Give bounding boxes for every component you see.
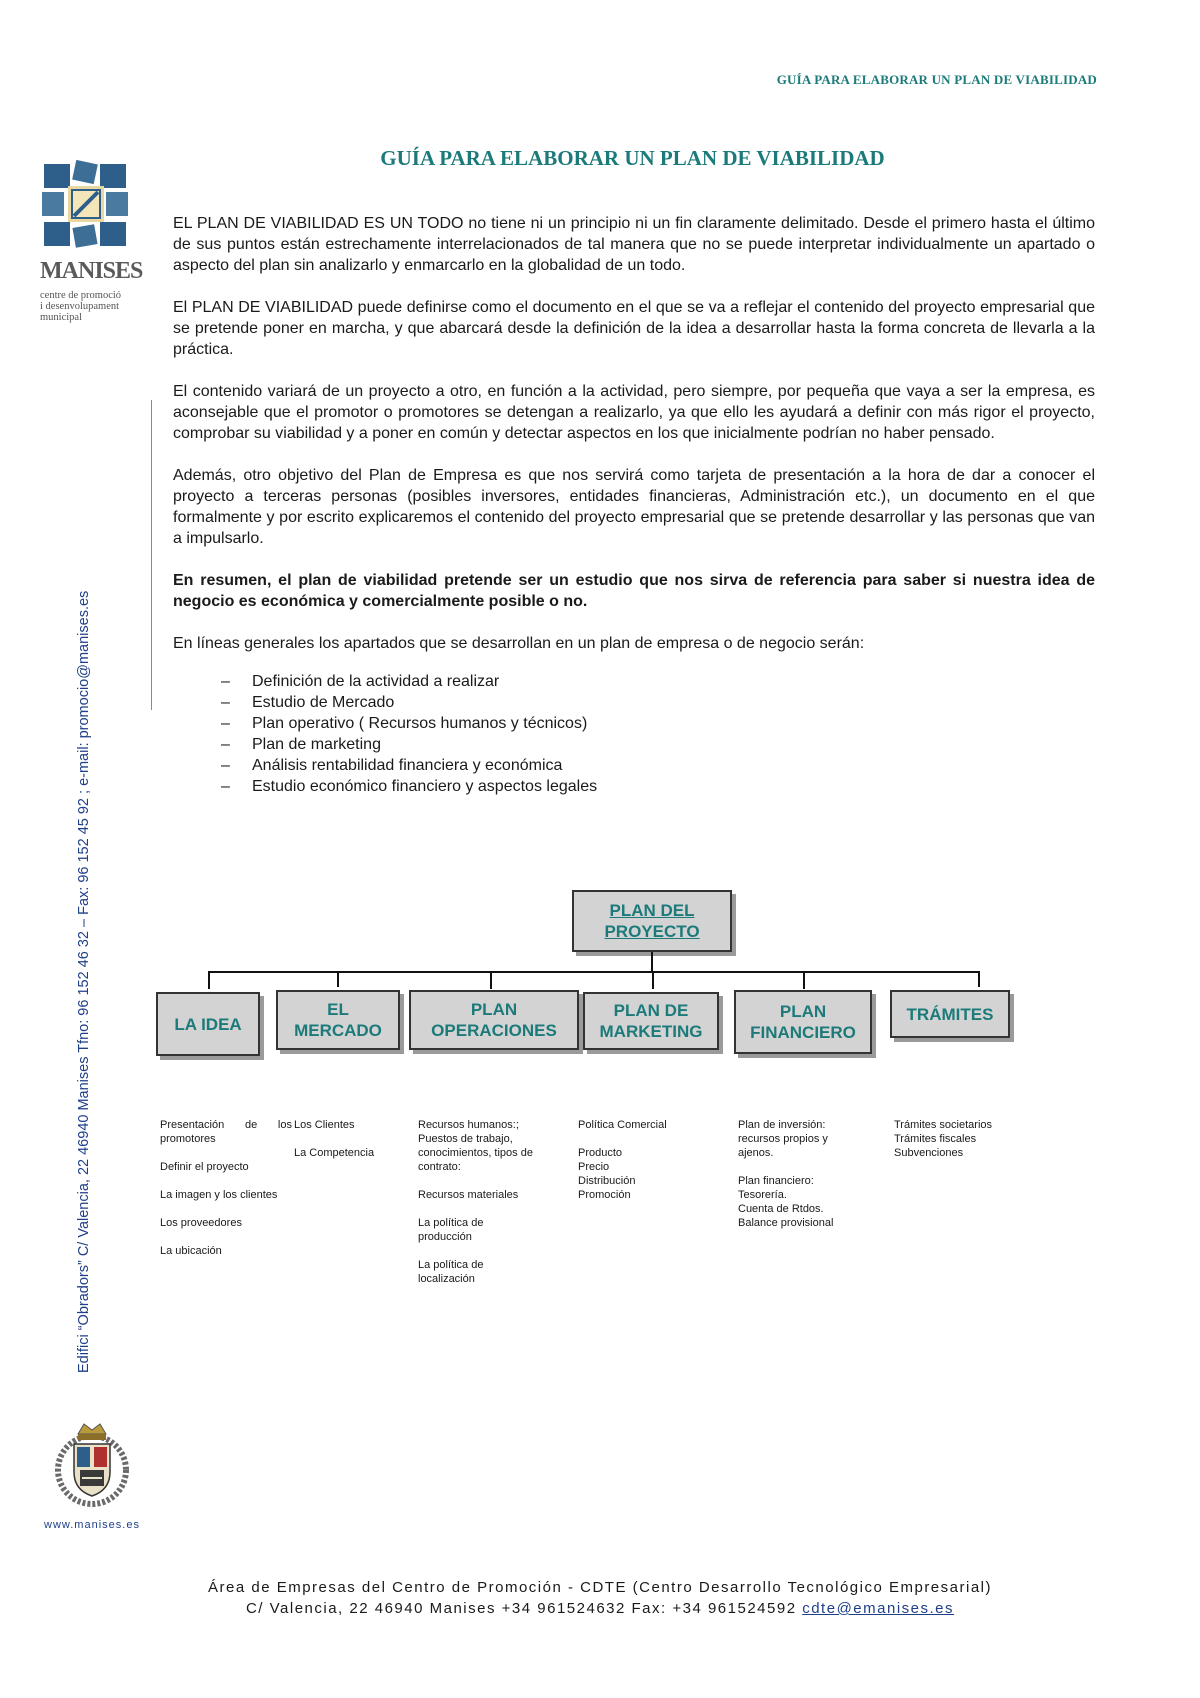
list-item: – Plan operativo ( Recursos humanos y técnicos): [173, 713, 1095, 734]
logo-subtitle-line: i desenvolupament: [40, 301, 120, 312]
sidebar-contact: Edifici “Obradors” C/ Valencia, 22 46940 Manises Tfno: 96 152 46 32 – Fax: 96 152 45 92 ; e-mail: promocio@manises.es: [76, 590, 92, 1373]
org-root-box: [572, 890, 732, 952]
detail-text: Plan financiero:: [738, 1175, 814, 1187]
manises-logo: [40, 160, 143, 323]
connector: [208, 971, 978, 973]
detail-text: Tesorería.: [738, 1189, 787, 1201]
detail-text: Balance provisional: [738, 1217, 834, 1229]
org-box-label: PLAN DE: [613, 1001, 689, 1020]
detail-text: Trámites societarios: [894, 1119, 993, 1131]
logo-mark-icon: [40, 160, 130, 250]
detail-text: Los Clientes: [294, 1119, 355, 1131]
org-box-label: LA IDEA: [174, 1014, 242, 1034]
detail-text: Plan de inversión: recursos propios y ajenos.: [738, 1119, 828, 1159]
connector: [337, 971, 339, 987]
detail-text: Política Comercial: [578, 1119, 667, 1131]
detail-text: Cuenta de Rtdos.: [738, 1203, 824, 1215]
org-box-label: PLAN: [470, 1000, 518, 1019]
detail-text: Distribución: [578, 1175, 636, 1187]
details-plan-de-marketing: [578, 1118, 698, 1202]
detail-text: Recursos materiales: [418, 1189, 519, 1201]
website-link[interactable]: www.manises.es: [44, 1519, 140, 1531]
org-box-tramites: [890, 990, 1010, 1038]
detail-text: Los proveedores: [160, 1217, 242, 1229]
detail-text: La política de localización: [418, 1259, 484, 1285]
org-box-el-mercado: [276, 990, 400, 1050]
details-la-idea: [160, 1118, 292, 1272]
footer-line: Área de Empresas del Centro de Promoción - CDTE (Centro Desarrollo Tecnológico Empresarial): [208, 1579, 992, 1596]
detail-text: Recursos humanos:; Puestos de trabajo, conocimientos, tipos de contrato:: [418, 1119, 533, 1173]
detail-text: Presentación de los promotores: [160, 1119, 292, 1145]
org-box-label: EL: [327, 1000, 349, 1019]
connector: [490, 971, 492, 989]
page-title: GUÍA PARA ELABORAR UN PLAN DE VIABILIDAD: [380, 146, 885, 170]
details-el-mercado: [294, 1118, 404, 1174]
document-body: [173, 213, 1095, 797]
svg-text:MANISES: MANISES: [40, 258, 143, 284]
connector: [978, 971, 980, 987]
details-plan-financiero: [738, 1118, 852, 1230]
manises-seal: [44, 1420, 140, 1531]
paragraph: El contenido variará de un proyecto a otro, en función a la actividad, pero siempre, por pequeña que vaya a ser la empresa, es aconsejable que el promotor o promotores se detengan a realizarlo, ya que ello les ayudará a definir con más rigor el proyecto, comprobar su viabilidad y a poner en común y detectar aspectos en los que inicialmente podrían no haber pensado.: [173, 383, 1095, 442]
paragraph: EL PLAN DE VIABILIDAD ES UN TODO no tiene ni un principio ni un fin claramente delimitado. Desde el primero hasta el último de sus puntos están estrechamente interrelacionados de tal manera que no se puede interpretar individualmente un apartado o aspecto del plan sin analizarlo y enmarcarlo en la globalidad de un todo.: [173, 215, 1095, 274]
org-box-label: MARKETING: [599, 1022, 703, 1041]
footer-email-link[interactable]: cdte@emanises.es: [802, 1600, 955, 1617]
detail-text: La imagen y los clientes: [160, 1189, 278, 1201]
footer-address: [0, 1598, 1200, 1619]
org-box-label: PLAN: [779, 1002, 827, 1021]
paragraph: El PLAN DE VIABILIDAD puede definirse como el documento en el que se va a reflejar el contenido del proyecto empresarial que se pretende poner en marcha, y que abarcará desde la definición de la idea a desarrollar hasta la forma concreta de llevarla a la práctica.: [173, 299, 1095, 358]
detail-text: La política de producción: [418, 1217, 484, 1243]
connector: [651, 952, 653, 972]
list-item: – Estudio económico financiero y aspectos legales: [173, 776, 1095, 797]
org-root-label: PLAN DEL: [609, 901, 695, 920]
org-box-label: FINANCIERO: [750, 1023, 856, 1042]
sections-list: [173, 671, 1095, 797]
org-box-la-idea: [156, 992, 260, 1056]
org-box-label: OPERACIONES: [431, 1021, 557, 1040]
org-chart: [160, 890, 1120, 1285]
detail-text: Subvenciones: [894, 1147, 964, 1159]
org-box-plan-operaciones: [409, 990, 579, 1050]
coat-of-arms-icon: [44, 1420, 140, 1508]
details-tramites: [894, 1118, 1014, 1160]
list-item: – Estudio de Mercado: [173, 692, 1095, 713]
connector: [208, 971, 210, 989]
detail-text: La Competencia: [294, 1147, 375, 1159]
summary-paragraph: En resumen, el plan de viabilidad pretende ser un estudio que nos sirva de referencia para saber si nuestra idea de negocio es económica y comercialmente posible o no.: [173, 572, 1095, 610]
detail-text: Producto: [578, 1147, 623, 1159]
connector: [652, 971, 654, 989]
org-box-plan-de-marketing: [583, 992, 719, 1050]
org-root-label: PROYECTO: [604, 922, 700, 941]
running-header: GUÍA PARA ELABORAR UN PLAN DE VIABILIDAD: [776, 72, 1097, 87]
list-intro: En líneas generales los apartados que se desarrollan en un plan de empresa o de negocio serán:: [173, 635, 865, 652]
detail-text: Trámites fiscales: [894, 1133, 977, 1145]
detail-text: La ubicación: [160, 1245, 222, 1257]
details-plan-operaciones: [418, 1118, 540, 1300]
logo-subtitle-line: centre de promoció: [40, 290, 122, 301]
logo-wordmark: [40, 255, 143, 284]
detail-text: Promoción: [578, 1189, 631, 1201]
page-footer: [0, 1577, 1200, 1619]
list-item: – Análisis rentabilidad financiera y económica: [173, 755, 1095, 776]
footer-line: C/ Valencia, 22 46940 Manises +34 961524632 Fax: +34 961524592: [245, 1600, 803, 1617]
connector: [803, 971, 805, 989]
list-item: – Definición de la actividad a realizar: [173, 671, 1095, 692]
paragraph: Además, otro objetivo del Plan de Empresa es que nos servirá como tarjeta de presentación a la hora de dar a conocer el proyecto a terceras personas (posibles inversores, entidades financieras, Administración etc.), un documento en el que formalmente y por escrito explicaremos el contenido del proyecto empresarial que se pretende desarrollar y las personas que van a impulsarlo.: [173, 467, 1095, 547]
detail-text: Precio: [578, 1161, 610, 1173]
org-box-label: TRÁMITES: [906, 1004, 994, 1024]
list-item: – Plan de marketing: [173, 734, 1095, 755]
sidebar-rule: [151, 400, 152, 710]
detail-text: Definir el proyecto: [160, 1161, 249, 1173]
org-box-plan-financiero: [734, 990, 872, 1054]
org-box-label: MERCADO: [294, 1021, 382, 1040]
logo-subtitle-line: municipal: [40, 312, 82, 323]
